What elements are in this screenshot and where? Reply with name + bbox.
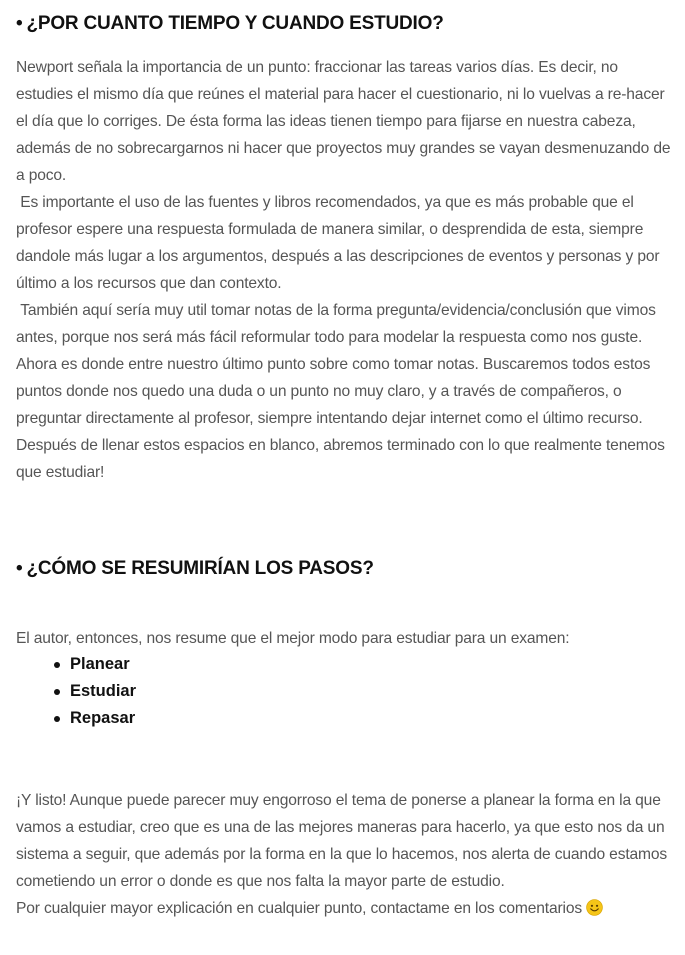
- paragraph: Es importante el uso de las fuentes y libros recomendados, ya que es más probable que el profesor espere una respuesta formulada de manera similar, o desprendida de esta, siempre dandole más lugar a los argumentos, después a las descripciones de eventos y personas y por último a los recursos que dan contexto.: [16, 194, 664, 292]
- summary-intro: El autor, entonces, nos resume que el mejor modo para estudiar para un examen:: [16, 630, 570, 647]
- heading-text: ¿POR CUANTO TIEMPO Y CUANDO ESTUDIO?: [26, 13, 444, 34]
- section-heading-study-time: [16, 10, 444, 38]
- contact-text: Por cualquier mayor explicación en cualquier punto, contactame en los comentarios: [16, 900, 582, 917]
- list-item: Planear: [70, 651, 136, 678]
- list-item: Estudiar: [70, 678, 136, 705]
- list-item: Repasar: [70, 705, 136, 732]
- paragraph: También aquí sería muy util tomar notas de la forma pregunta/evidencia/conclusión que vimos antes, porque nos será más fácil reformular todo para modelar la respuesta como nos guste.: [16, 302, 660, 346]
- paragraph: ¡Y listo! Aunque puede parecer muy engorroso el tema de ponerse a planear la forma en la que vamos a estudiar, creo que es una de las mejores maneras para hacerlo, ya que esto nos da un sistema a seguir, que además por la forma en la que lo hacemos, nos alerta de cuando estamos cometiendo un error o donde es que nos falta la mayor parte de estudio.: [16, 792, 668, 890]
- paragraph: Después de llenar estos espacios en blanco, abremos terminado con lo que realmente tenemos que estudiar!: [16, 437, 665, 481]
- paragraph-contact: [16, 895, 678, 922]
- heading-text: ¿CÓMO SE RESUMIRÍAN LOS PASOS?: [26, 558, 374, 579]
- paragraph: Newport señala la importancia de un punto: fraccionar las tareas varios días. Es decir, no estudies el mismo día que reúnes el material para hacer el cuestionario, ni lo vuelvas a re-hacer el día que lo corriges. De ésta forma las ideas tienen tiempo para fijarse en nuestra cabeza, además de no sobrecargarnos ni hacer que proyectos muy grandes se vayan desmenuzando de a poco.: [16, 59, 671, 184]
- summary-intro-block: [16, 625, 678, 652]
- closing-block: [16, 787, 678, 922]
- heading-bullet: •: [16, 558, 23, 579]
- smiley-icon: [586, 898, 603, 915]
- section-heading-summary: [16, 555, 374, 583]
- steps-list: [16, 651, 136, 732]
- heading-bullet: •: [16, 13, 23, 34]
- paragraph: Ahora es donde entre nuestro último punto sobre como tomar notas. Buscaremos todos estos puntos donde nos quedo una duda o un punto no muy claro, y a través de compañeros, o preguntar directamente al profesor, siempre intentando dejar internet como el último recurso.: [16, 356, 651, 427]
- section-body-study-time: [16, 54, 678, 486]
